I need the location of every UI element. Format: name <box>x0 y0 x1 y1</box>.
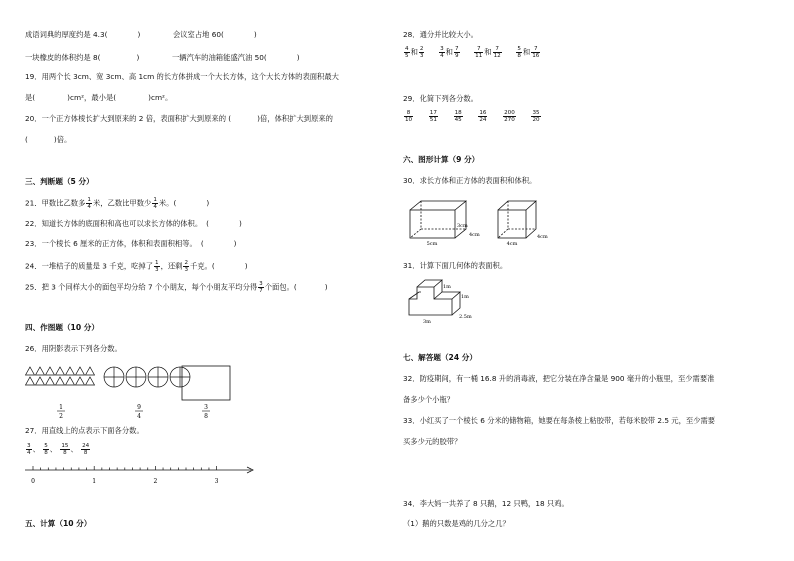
question-29-fractions <box>403 110 542 123</box>
fraction: $\frac{200}{270}$ <box>504 110 515 123</box>
dimension-label: 2.5m <box>459 314 472 320</box>
question-34-part-1: （1）鹅的只数是鸡的几分之几？ <box>403 519 510 528</box>
question-31: 31．计算下面几何体的表面积。 <box>403 261 508 270</box>
question-19-line-2: 是( )cm²，最小是( )cm²。 <box>25 93 173 102</box>
tick-label: 2 <box>153 478 158 485</box>
fraction: $\frac{7}{11}$ <box>475 46 483 59</box>
shading-figures <box>25 366 245 421</box>
fraction: $\frac{5}{8}$ <box>44 443 48 456</box>
fraction: $\frac{1}{4}$ <box>153 197 157 210</box>
circle-group <box>104 367 190 387</box>
composite-solid-figure <box>407 276 477 326</box>
fraction: $\frac{1}{3}$ <box>155 260 159 273</box>
fraction: $\frac{5}{8}$ <box>517 46 521 59</box>
fraction: $\frac{35}{20}$ <box>532 110 540 123</box>
fraction: $\frac{3}{7}$ <box>259 281 263 294</box>
section-3-heading: 三、判断题（5 分） <box>25 177 94 186</box>
figure-fractions <box>57 404 210 420</box>
cube-figure <box>497 200 557 245</box>
dimension-label: 4cm <box>506 241 518 247</box>
dimension-label: 1m <box>461 294 469 300</box>
fraction: $\frac{18}{45}$ <box>454 110 462 123</box>
ticks <box>33 466 217 470</box>
question-18-line-1: 成语词典的厚度约是 4.3( ) 会议室占地 60( ) <box>25 30 257 39</box>
dimension-label: 1m <box>443 284 451 290</box>
question-27: 27．用直线上的点表示下面各分数。 <box>25 426 144 435</box>
dimension-label: 5cm <box>426 241 438 247</box>
fraction-denominator: 8 <box>204 413 208 420</box>
section-6-heading: 六、图形计算（9 分） <box>403 155 480 164</box>
question-32-line-1: 32．防疫期间，有一桶 16.8 升的消毒液，把它分装在净含量是 900 毫升的小瓶里，至少需要准 <box>403 374 715 383</box>
tick-label: 1 <box>92 478 97 485</box>
triangle-group <box>26 367 95 385</box>
fraction: $\frac{8}{10}$ <box>405 110 413 123</box>
question-18-line-2: 一块橡皮的体积约是 8( ) 一辆汽车的油箱能盛汽油 50( ) <box>25 53 300 62</box>
question-26: 26．用阴影表示下列各分数。 <box>25 344 122 353</box>
question-28: 28．通分并比较大小。 <box>403 30 478 39</box>
fraction-numerator: 9 <box>137 404 141 411</box>
fraction: $\frac{3}{4}$ <box>440 46 444 59</box>
tick-label: 0 <box>31 478 35 485</box>
fraction-denominator: 4 <box>137 413 141 420</box>
fraction: $\frac{16}{24}$ <box>479 110 487 123</box>
section-4-heading: 四、作图题（10 分） <box>25 323 99 332</box>
question-24: 24．一堆桔子的质量是 3 千克，吃掉了 $\frac{1}{3}$ ，还剩 $\frac{2}{3}$ 千克。( ) <box>25 260 248 273</box>
fraction: $\frac{7}{9}$ <box>454 46 459 59</box>
question-33-line-1: 33．小红买了一个棱长 6 分米的储物箱，她要在每条棱上粘胶带，若每米胶带 2.5 元，至少需要 <box>403 416 716 425</box>
question-29: 29．化简下列各分数。 <box>403 94 478 103</box>
fraction: $\frac{15}{8}$ <box>61 443 69 456</box>
fraction-numerator: 3 <box>204 404 208 411</box>
question-30: 30．求长方体和正方体的表面积和体积。 <box>403 176 537 185</box>
question-25: 25．把 3 个同样大小的面包平均分给 7 个小朋友，每个小朋友平均分得 $\frac{3}{7}$ 个面包。( ) <box>25 281 328 294</box>
question-20-line-2: ( )倍。 <box>25 135 72 144</box>
fraction: $\frac{4}{5}$ <box>405 46 409 59</box>
question-32-line-2: 备多少个小瓶？ <box>403 395 455 404</box>
fraction: $\frac{1}{4}$ <box>87 197 91 210</box>
right-column <box>397 0 794 561</box>
fraction-denominator: 2 <box>59 413 63 420</box>
dimension-label: 3m <box>423 319 431 325</box>
cuboid-figure <box>409 200 479 245</box>
fraction: $\frac{2}{3}$ <box>419 46 424 59</box>
question-28-pairs: $\frac{4}{5}$ 和 $\frac{2}{3}$ $\frac{3}{4}$ 和 $\frac{7}{9}$ $\frac{7}{11}$ 和 $\frac{7}{12}$ $\frac{5}{8}$ 和 $\frac{7}{16}$ <box>405 46 540 59</box>
section-7-heading: 七、解答题（24 分） <box>403 353 477 362</box>
question-33-line-2: 买多少元的胶带？ <box>403 437 462 446</box>
dimension-label: 4cm <box>469 232 480 238</box>
fraction: $\frac{2}{3}$ <box>184 260 189 273</box>
question-22: 22．知道长方体的底面积和高也可以求长方体的体积。 ( ) <box>25 219 242 228</box>
number-line <box>25 466 255 488</box>
fraction-numerator: 1 <box>59 404 63 411</box>
fraction: $\frac{24}{8}$ <box>82 443 90 456</box>
tick-labels <box>31 478 219 485</box>
question-20-line-1: 20．一个正方体棱长扩大到原来的 2 倍，表面积扩大到原来的 ( )倍，体积扩大到原来的 <box>25 114 333 123</box>
fraction: $\frac{17}{51}$ <box>429 110 437 123</box>
section-5-heading: 五、计算（10 分） <box>25 519 92 528</box>
dimension-label: 3cm <box>457 223 468 229</box>
tick-label: 3 <box>214 478 219 485</box>
rectangle-figure <box>182 366 230 400</box>
dimension-label: 4cm <box>537 234 548 240</box>
fraction: $\frac{3}{4}$ <box>27 443 31 456</box>
fraction: $\frac{7}{16}$ <box>532 46 540 59</box>
question-19-line-1: 19．用两个长 3cm、宽 3cm、高 1cm 的长方体拼成一个大长方体，这个大长方体的表面积最大 <box>25 72 339 81</box>
question-23: 23．一个棱长 6 厘米的正方体，体积和表面积相等。 ( ) <box>25 239 237 248</box>
fraction: $\frac{7}{12}$ <box>493 46 501 59</box>
question-21: 21．甲数比乙数多 $\frac{1}{4}$ 米，乙数比甲数少 $\frac{1}{4}$ 米。( ) <box>25 197 210 210</box>
question-27-fractions: $\frac{3}{4}$ 、 $\frac{5}{8}$ 、 $\frac{15}{8}$ 、 $\frac{24}{8}$ <box>27 443 90 456</box>
question-34: 34．李大妈一共养了 8 只鹅，12 只鸭，18 只鸡。 <box>403 499 569 508</box>
